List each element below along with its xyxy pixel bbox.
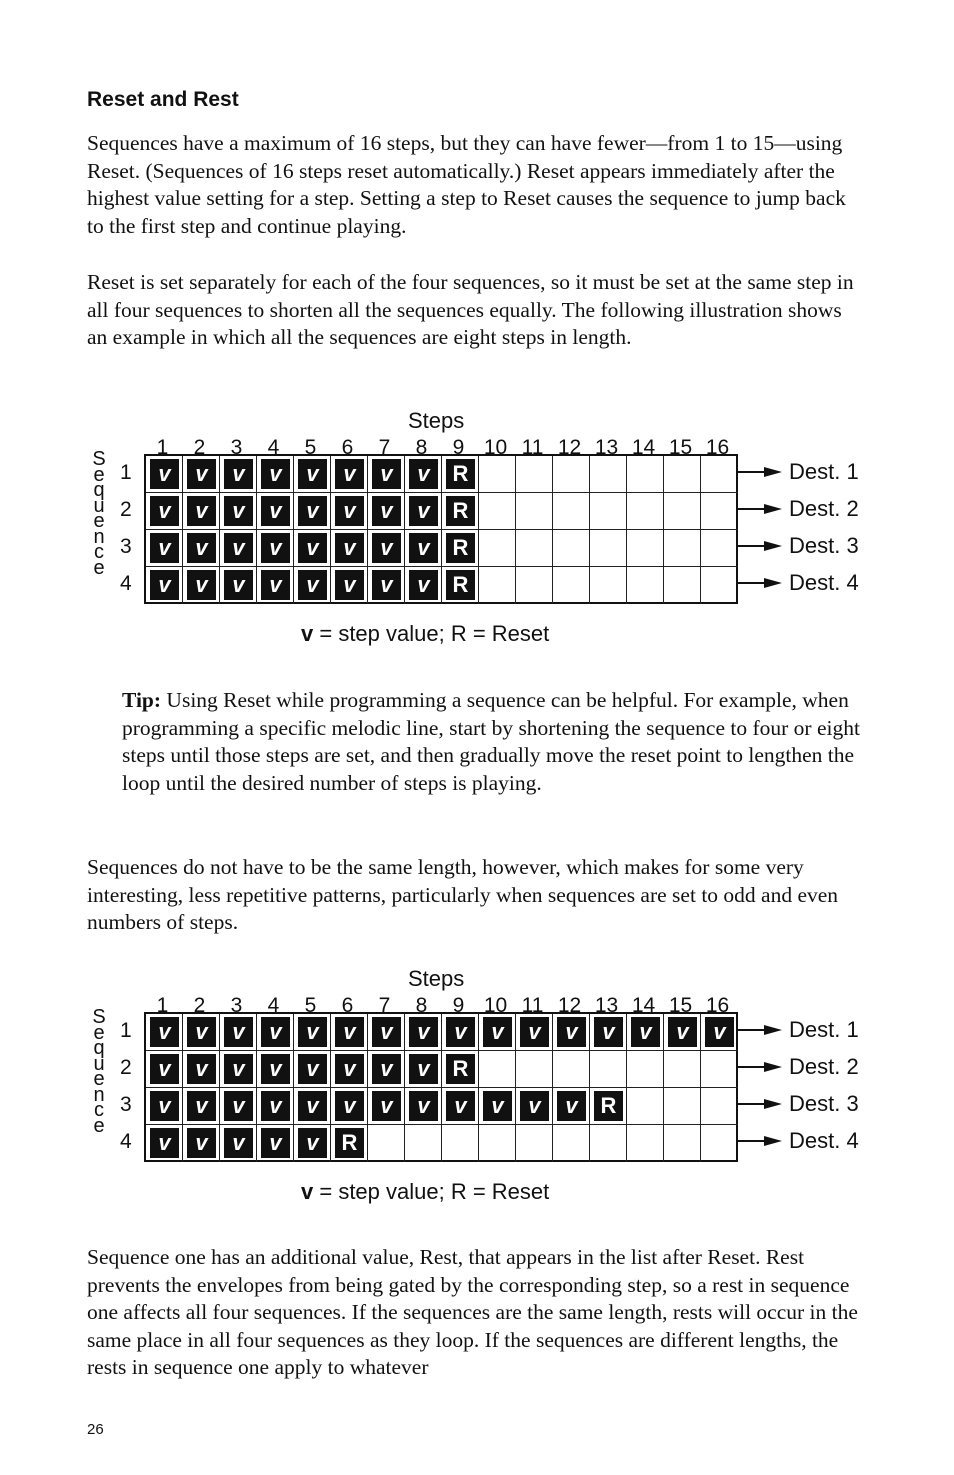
destination-arrow-icon [738,1062,782,1072]
step-cell [257,567,294,604]
step-column-number: 7 [378,994,391,1017]
step-cell [553,1125,590,1162]
step-cell [664,530,701,567]
step-cell [479,530,516,567]
destination-label: Dest. 1 [789,459,859,484]
step-cell [442,1051,479,1088]
step-value-mark: v [261,1054,290,1084]
step-cell [664,1051,701,1088]
step-cell [442,1014,479,1051]
step-cell [368,456,405,493]
step-cell [664,493,701,530]
step-value-mark: v [150,1017,179,1047]
step-value-mark: v [187,533,216,563]
step-value-mark: v [483,1091,512,1121]
step-column-number: 1 [156,436,169,459]
step-cell [368,1051,405,1088]
step-value-mark: v [187,570,216,600]
step-cell [405,567,442,604]
step-column-number: 3 [230,994,243,1017]
step-value-mark: v [261,1091,290,1121]
step-column-number: 15 [668,994,693,1017]
step-cell [257,1014,294,1051]
step-cell [405,1014,442,1051]
step-value-mark: v [224,1091,253,1121]
diagram-legend [301,1179,549,1205]
step-cell [405,530,442,567]
step-cell [701,1088,738,1125]
reset-mark: R [446,533,475,563]
step-cell [220,530,257,567]
section-heading: Reset and Rest [87,88,239,111]
sequence-row-number: 3 [120,535,132,558]
step-cell [701,456,738,493]
destination-arrow-icon [738,467,782,477]
step-cell [553,1088,590,1125]
step-cell [146,1088,183,1125]
step-grid [144,1012,738,1162]
step-cell [479,567,516,604]
step-cell [294,1125,331,1162]
step-cell [479,1014,516,1051]
sequence-row-number: 3 [120,1093,132,1116]
step-value-mark: v [261,1017,290,1047]
step-diagram-equal-length [0,408,954,658]
step-cell [627,1125,664,1162]
step-column-number: 12 [557,436,582,459]
step-value-mark: v [446,1017,475,1047]
step-cell [442,1125,479,1162]
step-cell [146,567,183,604]
step-value-mark: v [261,533,290,563]
step-cell [257,1051,294,1088]
step-value-mark: v [409,459,438,489]
step-cell [331,1125,368,1162]
diagram-legend [301,621,549,647]
legend-text: = step value; R = Reset [313,1179,550,1204]
step-cell [220,1051,257,1088]
step-cell [220,493,257,530]
step-column-number: 6 [341,436,354,459]
paragraph-reset-intro: Sequences have a maximum of 16 steps, but they can have fewer—from 1 to 15—using Reset. (Sequences of 16 steps reset automatically.) Reset appears immediately after the highest value setting for a step. Setting a step to Reset causes the sequence to jump back to the first step and continue playing. [87,131,846,238]
reset-mark: R [446,570,475,600]
step-cell [479,456,516,493]
step-cell [516,530,553,567]
destination-label: Dest. 2 [789,496,859,521]
step-cell [220,1125,257,1162]
step-cell [257,493,294,530]
step-cell [627,1014,664,1051]
step-cell [331,456,368,493]
step-column-number: 13 [594,994,619,1017]
step-cell [664,567,701,604]
step-column-number: 1 [156,994,169,1017]
step-cell [331,1088,368,1125]
step-value-mark: v [298,459,327,489]
step-cell [257,1125,294,1162]
step-value-mark: v [261,459,290,489]
step-column-number: 8 [415,436,428,459]
step-value-mark: v [298,1091,327,1121]
step-cell [553,493,590,530]
step-value-mark: v [409,1091,438,1121]
step-value-mark: v [335,570,364,600]
step-value-mark: v [150,459,179,489]
step-column-number: 14 [631,994,656,1017]
step-value-mark: v [335,1054,364,1084]
step-value-mark: v [409,1054,438,1084]
sequence-row-number: 4 [120,572,132,595]
step-cell [294,1051,331,1088]
step-column-number: 9 [452,436,465,459]
step-value-mark: v [150,1128,179,1158]
step-value-mark: v [446,1091,475,1121]
step-cell [442,493,479,530]
step-cell [331,1014,368,1051]
destination-arrow-icon [738,1025,782,1035]
paragraph-reset-separate: Reset is set separately for each of the four sequences, so it must be set at the same step in all four sequences to shorten all the sequences equally. The following illustration shows an example in which all the sequences are eight steps in length. [87,270,854,350]
destination-label: Dest. 4 [789,570,859,595]
tip-text: Using Reset while programming a sequence can be helpful. For example, when programming a specific melodic line, start by shortening the sequence to four or eight steps until those steps are set, and then gradually move the reset point to lengthen the loop until the desired number of steps is playing. [122,688,860,795]
step-cell [516,567,553,604]
step-cell [590,456,627,493]
step-value-mark: v [409,570,438,600]
step-cell [516,1088,553,1125]
step-column-number: 6 [341,994,354,1017]
sequence-axis-label: S e q u e n c e [92,448,106,579]
step-cell [590,567,627,604]
step-cell [516,1051,553,1088]
reset-mark: R [594,1091,623,1121]
step-column-number: 12 [557,994,582,1017]
step-value-mark: v [557,1017,586,1047]
destination-label: Dest. 4 [789,1128,859,1153]
step-cell [220,1014,257,1051]
step-cell [183,1125,220,1162]
step-cell [479,1051,516,1088]
step-cell [553,1014,590,1051]
step-column-number: 14 [631,436,656,459]
step-value-mark: v [372,1091,401,1121]
step-cell [294,1014,331,1051]
step-cell [368,530,405,567]
step-cell [183,530,220,567]
step-value-mark: v [372,459,401,489]
step-column-number: 4 [267,994,280,1017]
step-cell [183,567,220,604]
step-value-mark: v [298,496,327,526]
step-cell [479,493,516,530]
step-value-mark: v [224,1017,253,1047]
step-cell [627,1051,664,1088]
step-value-mark: v [150,496,179,526]
step-column-number: 10 [483,436,508,459]
step-cell [368,493,405,530]
step-value-mark: v [557,1091,586,1121]
step-column-number: 8 [415,994,428,1017]
step-cell [146,1051,183,1088]
step-cell [516,1125,553,1162]
step-cell [553,530,590,567]
step-cell [405,1125,442,1162]
step-cell [220,567,257,604]
step-column-number: 9 [452,994,465,1017]
destination-label: Dest. 2 [789,1054,859,1079]
step-cell [331,567,368,604]
step-cell [664,456,701,493]
step-cell [331,530,368,567]
legend-text: = step value; R = Reset [313,621,550,646]
step-value-mark: v [298,1054,327,1084]
step-value-mark: v [483,1017,512,1047]
step-cell [331,493,368,530]
step-cell [257,530,294,567]
step-value-mark: v [372,496,401,526]
step-value-mark: v [187,496,216,526]
tip-paragraph [122,687,862,797]
step-cell [553,1051,590,1088]
step-value-mark: v [261,570,290,600]
step-diagram-varied-length [0,966,954,1216]
steps-title: Steps [408,966,465,991]
reset-mark: R [335,1128,364,1158]
reset-mark: R [446,459,475,489]
step-cell [701,567,738,604]
step-cell [442,1088,479,1125]
step-cell [183,1051,220,1088]
step-cell [590,1051,627,1088]
step-cell [183,493,220,530]
step-cell [664,1125,701,1162]
step-value-mark: v [705,1017,734,1047]
step-cell [590,493,627,530]
destination-label: Dest. 1 [789,1017,859,1042]
step-cell [590,1125,627,1162]
destination-arrow-icon [738,504,782,514]
sequence-row-number: 1 [120,1019,132,1042]
step-column-number: 10 [483,994,508,1017]
step-cell [516,493,553,530]
step-cell [294,567,331,604]
step-value-mark: v [668,1017,697,1047]
sequence-row-number: 2 [120,498,132,521]
destination-label: Dest. 3 [789,533,859,558]
step-value-mark: v [187,1128,216,1158]
legend-value-symbol: v [301,1179,314,1204]
step-cell [294,493,331,530]
step-cell [331,1051,368,1088]
step-column-number: 15 [668,436,693,459]
step-value-mark: v [187,459,216,489]
step-column-number: 5 [304,994,317,1017]
step-cell [442,456,479,493]
step-value-mark: v [187,1017,216,1047]
destination-label: Dest. 3 [789,1091,859,1116]
step-cell [405,1088,442,1125]
step-cell [146,1125,183,1162]
step-cell [590,1014,627,1051]
step-value-mark: v [335,1091,364,1121]
sequence-row-number: 1 [120,461,132,484]
paragraph-different-lengths: Sequences do not have to be the same length, however, which makes for some very interesting, less repetitive patterns, particularly when sequences are set to odd and even numbers of steps. [87,855,839,935]
step-cell [146,456,183,493]
step-column-number: 4 [267,436,280,459]
step-value-mark: v [224,1128,253,1158]
step-cell [442,530,479,567]
step-cell [146,493,183,530]
step-cell [664,1088,701,1125]
step-cell [553,567,590,604]
step-cell [146,1014,183,1051]
step-value-mark: v [261,1128,290,1158]
step-cell [627,530,664,567]
step-value-mark: v [150,570,179,600]
step-value-mark: v [335,496,364,526]
step-column-number: 2 [193,994,206,1017]
step-cell [220,456,257,493]
step-cell [516,1014,553,1051]
step-value-mark: v [409,533,438,563]
step-value-mark: v [335,1017,364,1047]
step-cell [294,1088,331,1125]
step-cell [627,567,664,604]
step-value-mark: v [372,570,401,600]
step-value-mark: v [224,496,253,526]
step-grid [144,454,738,604]
step-cell [701,1014,738,1051]
step-cell [627,456,664,493]
destination-arrow-icon [738,1136,782,1146]
step-column-number: 7 [378,436,391,459]
step-value-mark: v [298,533,327,563]
step-cell [183,1014,220,1051]
step-value-mark: v [224,570,253,600]
step-cell [368,1125,405,1162]
step-value-mark: v [224,533,253,563]
step-value-mark: v [298,1017,327,1047]
step-value-mark: v [520,1017,549,1047]
reset-mark: R [446,1054,475,1084]
step-column-number: 16 [705,436,730,459]
step-cell [442,567,479,604]
step-cell [405,1051,442,1088]
step-cell [590,530,627,567]
step-column-number: 2 [193,436,206,459]
step-value-mark: v [187,1054,216,1084]
step-value-mark: v [224,459,253,489]
step-cell [257,1088,294,1125]
step-value-mark: v [187,1091,216,1121]
step-value-mark: v [594,1017,623,1047]
step-cell [701,493,738,530]
step-column-number: 11 [521,436,544,459]
step-value-mark: v [409,496,438,526]
step-value-mark: v [261,496,290,526]
step-cell [146,530,183,567]
step-value-mark: v [335,459,364,489]
step-value-mark: v [150,1091,179,1121]
step-column-number: 13 [594,436,619,459]
step-value-mark: v [224,1054,253,1084]
step-cell [405,456,442,493]
page-number: 26 [87,1421,104,1438]
step-cell [479,1125,516,1162]
tip-label: Tip: [122,688,162,712]
destination-arrow-icon [738,578,782,588]
sequence-row-number: 4 [120,1130,132,1153]
step-cell [479,1088,516,1125]
step-cell [516,456,553,493]
step-cell [405,493,442,530]
step-value-mark: v [335,533,364,563]
step-cell [368,1014,405,1051]
step-cell [368,1088,405,1125]
step-cell [553,456,590,493]
step-cell [183,456,220,493]
sequence-axis-label: S e q u e n c e [92,1006,106,1137]
step-value-mark: v [520,1091,549,1121]
step-column-number: 5 [304,436,317,459]
step-cell [701,1125,738,1162]
paragraph-rest: Sequence one has an additional value, Rest, that appears in the list after Reset. Rest prevents the envelopes from being gated by the corresponding step, so a rest in sequence one affects all four sequences. If the sequences are the same length, rests will occur in the same place in all four sequences as they loop. If the sequences are different lengths, the rests in sequence one apply to whatever [87,1245,858,1380]
steps-title: Steps [408,408,465,433]
step-cell [294,456,331,493]
step-value-mark: v [372,1017,401,1047]
step-cell [257,456,294,493]
step-cell [368,567,405,604]
step-value-mark: v [409,1017,438,1047]
step-cell [701,1051,738,1088]
sequence-row-number: 2 [120,1056,132,1079]
step-value-mark: v [372,1054,401,1084]
legend-value-symbol: v [301,621,314,646]
step-cell [627,493,664,530]
destination-arrow-icon [738,541,782,551]
step-value-mark: v [298,570,327,600]
step-value-mark: v [372,533,401,563]
step-value-mark: v [150,1054,179,1084]
reset-mark: R [446,496,475,526]
destination-arrow-icon [738,1099,782,1109]
step-cell [590,1088,627,1125]
step-cell [627,1088,664,1125]
step-value-mark: v [150,533,179,563]
step-cell [183,1088,220,1125]
step-cell [701,530,738,567]
step-value-mark: v [631,1017,660,1047]
step-cell [664,1014,701,1051]
step-column-number: 16 [705,994,730,1017]
step-cell [294,530,331,567]
step-value-mark: v [298,1128,327,1158]
step-column-number: 11 [521,994,544,1017]
step-cell [220,1088,257,1125]
step-column-number: 3 [230,436,243,459]
